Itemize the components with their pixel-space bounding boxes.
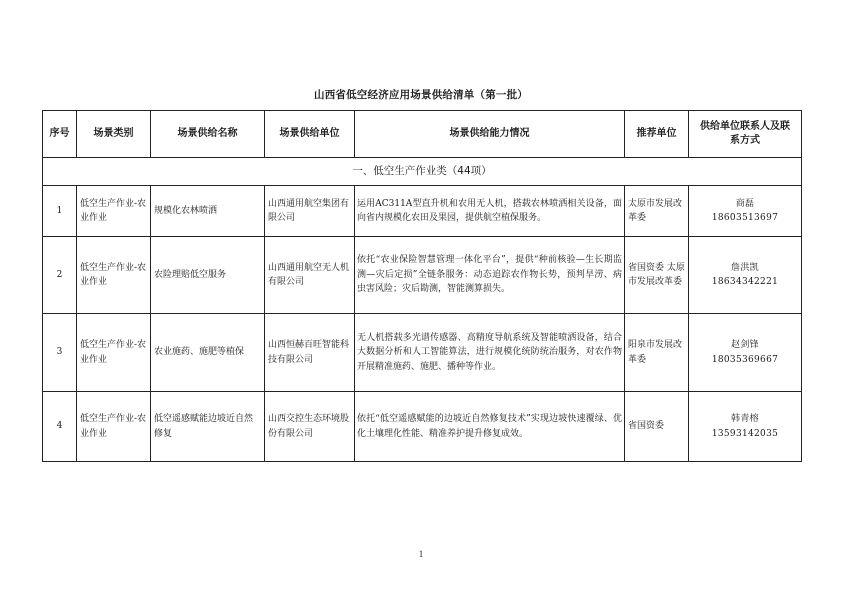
table-row [43,392,802,462]
row-name: 农险理赔低空服务 [151,237,265,314]
table-header-row [43,111,802,158]
header-category: 场景类别 [77,111,151,158]
contact-phone: 18035369667 [711,354,779,365]
row-unit: 山西交控生态环境股份有限公司 [265,392,355,462]
row-recommender: 省国资委 太原市发展改革委 [625,237,689,314]
header-contact: 供给单位联系人及联系方式 [689,111,802,158]
scenario-supply-table [42,110,802,462]
contact-name: 詹洪凯 [731,262,759,273]
row-category: 低空生产作业-农业作业 [77,237,151,314]
table-row [43,186,802,237]
row-name: 农业施药、施肥等植保 [151,314,265,392]
row-no: 1 [43,186,77,237]
row-contact [689,186,802,237]
row-unit: 山西通用航空无人机有限公司 [265,237,355,314]
row-name: 低空遥感赋能边坡近自然修复 [151,392,265,462]
contact-name: 商磊 [735,198,755,209]
document-title: 山西省低空经济应用场景供给清单（第一批） [314,89,528,101]
row-capability: 无人机搭载多光谱传感器、高精度导航系统及智能喷洒设备，结合大数据分析和人工智能算法，进行规模化统防统治服务，对农作物开展精准施药、施肥、播种等作业。 [355,314,625,392]
table-row [43,237,802,314]
section-row [43,158,802,186]
row-category: 低空生产作业-农业作业 [77,392,151,462]
row-recommender: 太原市发展改革委 [625,186,689,237]
page-number: 1 [418,549,424,559]
row-category: 低空生产作业-农业作业 [77,314,151,392]
row-name: 规模化农林喷洒 [151,186,265,237]
row-contact [689,392,802,462]
row-contact [689,237,802,314]
row-unit: 山西通用航空集团有限公司 [265,186,355,237]
row-capability: 运用AC311A型直升机和农用无人机，搭载农林喷洒相关设备，面向省内规模化农田及果园，提供航空植保服务。 [355,186,625,237]
header-unit: 场景供给单位 [265,111,355,158]
row-no: 2 [43,237,77,314]
row-capability: 依托“农业保险智慧管理一体化平台”，提供“种前核验—生长期监测—灾后定损”全链条服务：动态追踪农作物长势，预判旱涝、病虫害风险；灾后勘测，智能测算损失。 [355,237,625,314]
row-recommender: 阳泉市发展改革委 [625,314,689,392]
row-no: 4 [43,392,77,462]
row-unit: 山西恒赫百旺智能科技有限公司 [265,314,355,392]
header-capability: 场景供给能力情况 [355,111,625,158]
row-contact [689,314,802,392]
section-title: 一、低空生产作业类（44项） [43,158,802,186]
header-recommender: 推荐单位 [625,111,689,158]
row-capability: 依托“低空遥感赋能的边坡近自然修复技术”实现边坡快速覆绿、优化土壤理化性能、精准养护提升修复成效。 [355,392,625,462]
contact-phone: 13593142035 [711,428,779,439]
row-recommender: 省国资委 [625,392,689,462]
header-no: 序号 [43,111,77,158]
contact-phone: 18634342221 [711,277,779,287]
contact-name: 韩青榕 [731,414,759,424]
table-row [43,314,802,392]
row-no: 3 [43,314,77,392]
contact-phone: 18603513697 [711,213,779,223]
row-category: 低空生产作业-农业作业 [77,186,151,237]
header-name: 场景供给名称 [151,111,265,158]
contact-name: 赵剑锋 [731,340,759,350]
